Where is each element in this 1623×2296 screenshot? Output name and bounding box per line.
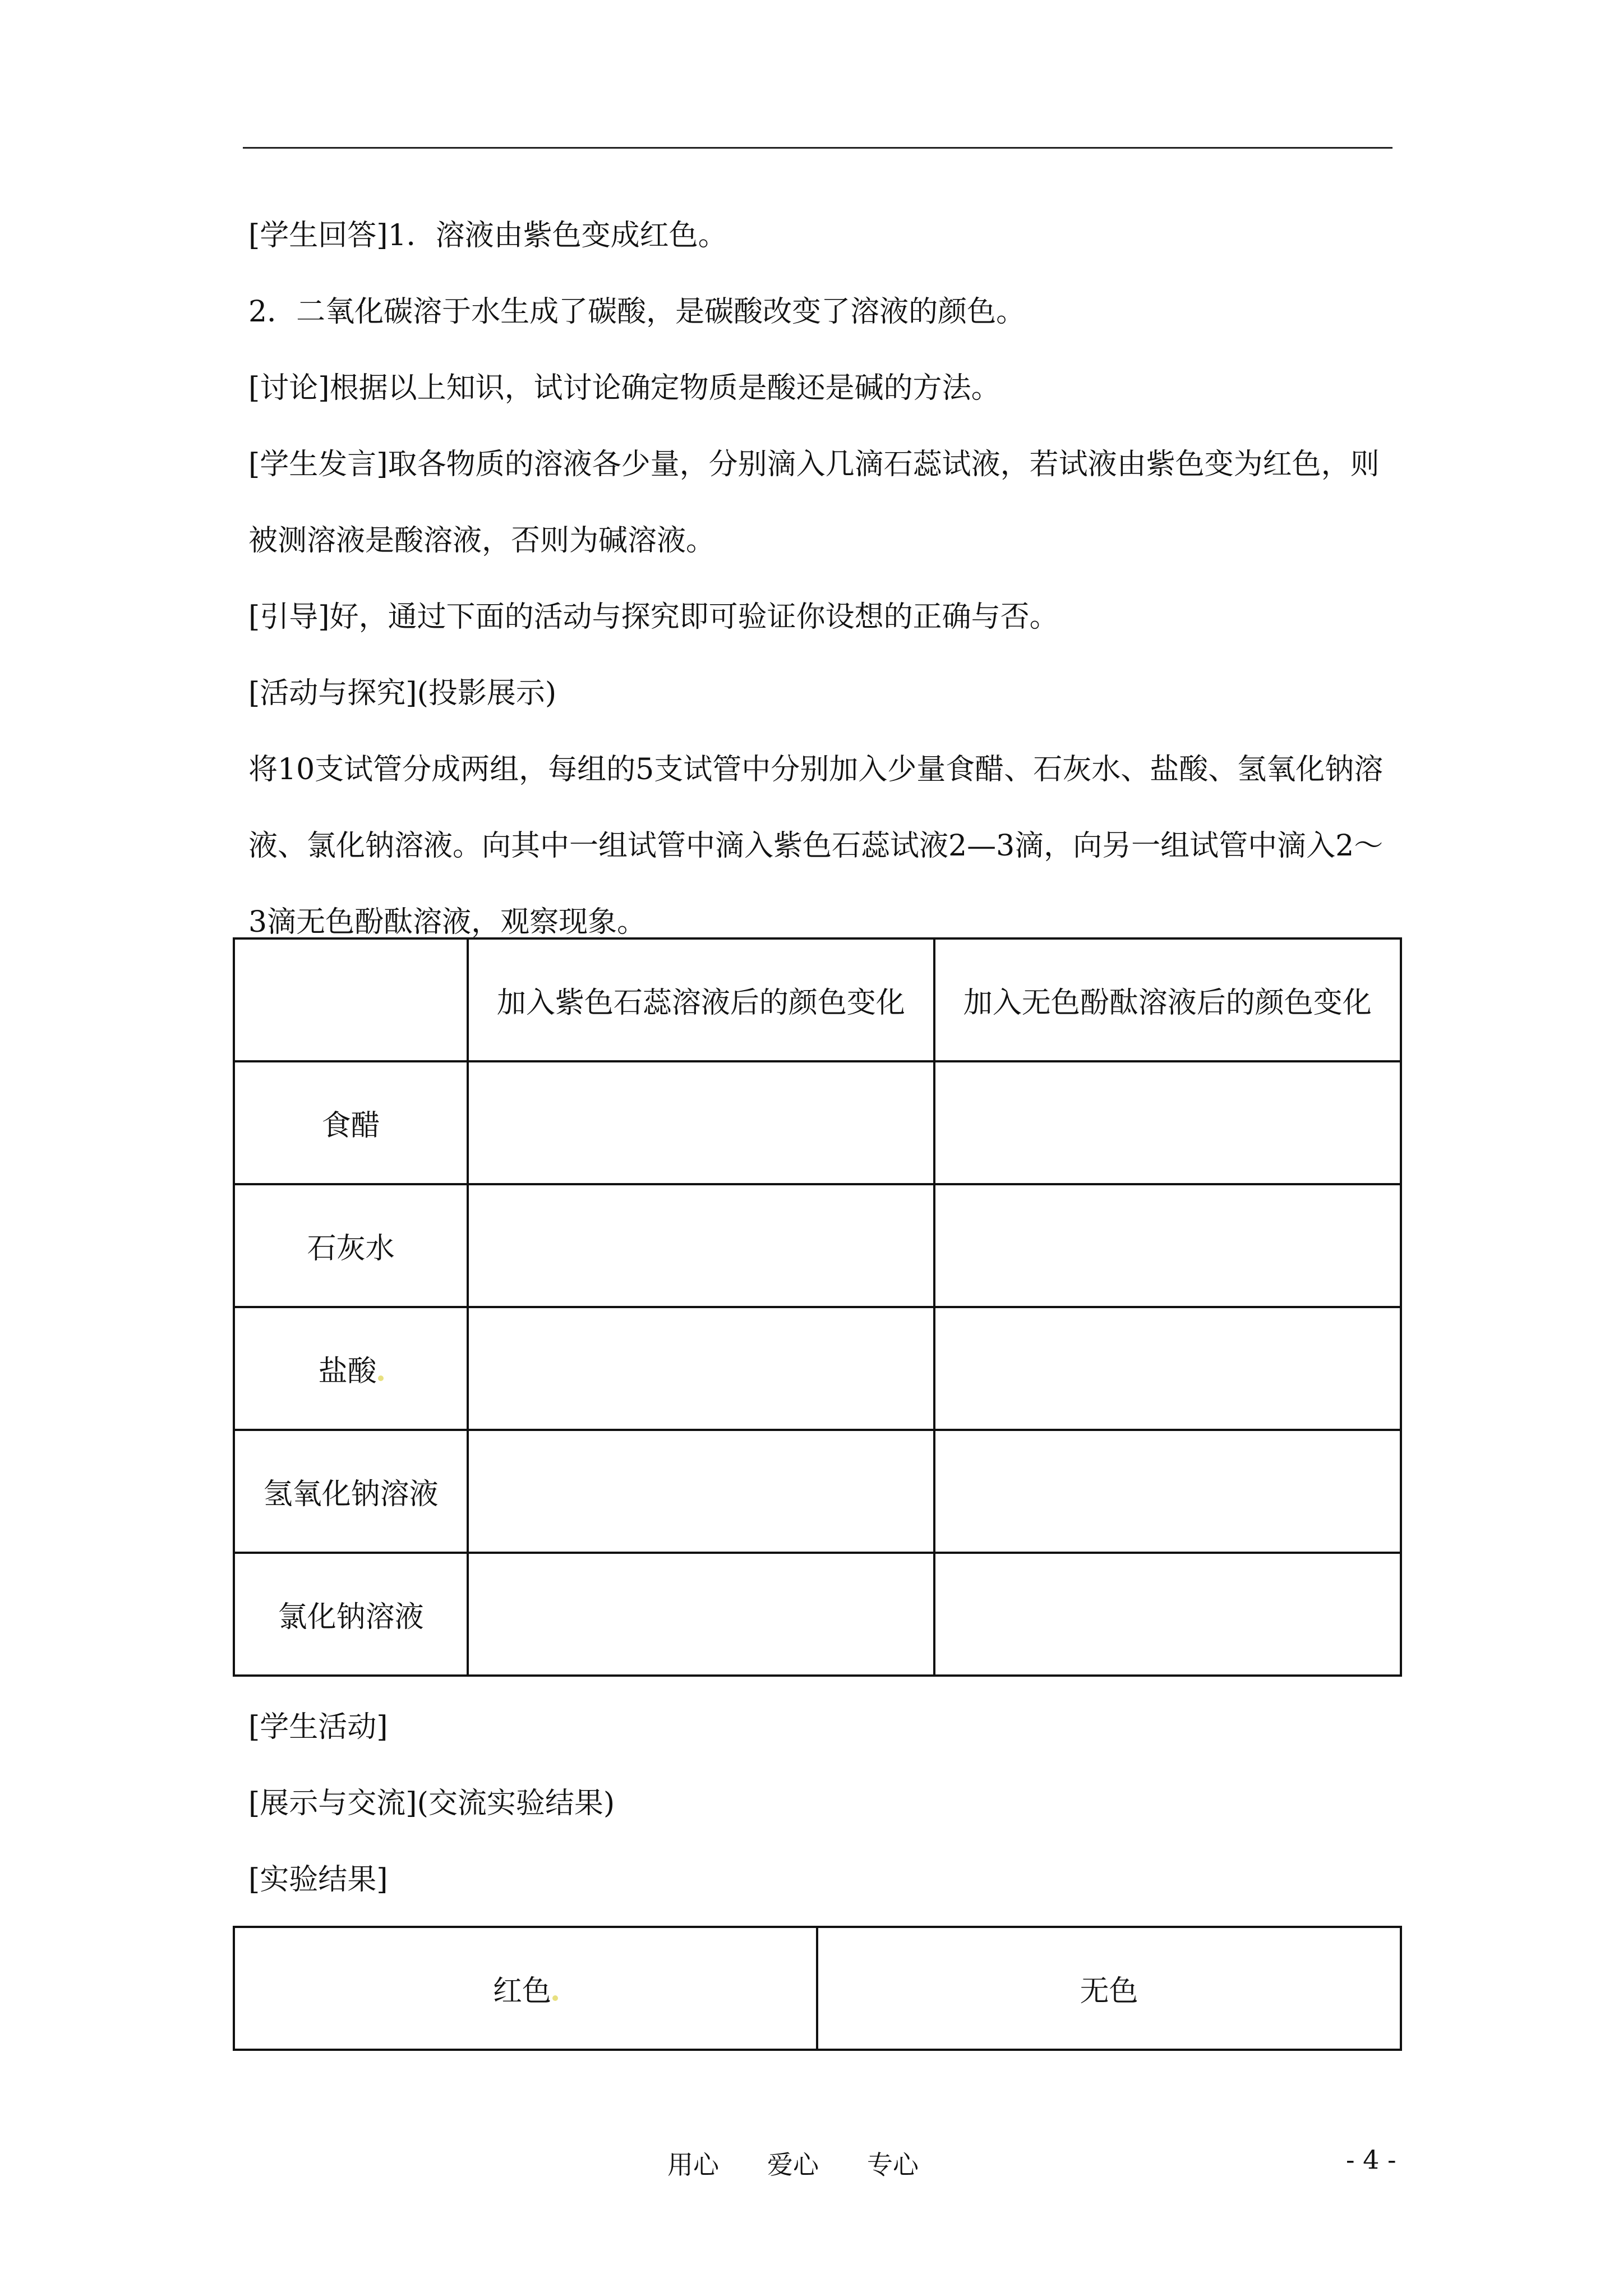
cell-empty (468, 1061, 934, 1184)
row-label-vinegar: 食醋 (234, 1061, 468, 1184)
footer-motto-3: 专心 (867, 2150, 919, 2180)
paragraph-student-activity: [学生活动] (248, 1710, 388, 1744)
cell-empty (468, 1553, 934, 1676)
paragraph-student-answer-2: 2．二氧化碳溶于水生成了碳酸，是碳酸改变了溶液的颜色。 (248, 295, 1026, 329)
table-row (234, 1927, 1401, 2050)
paragraph-experiment-results: [实验结果] (248, 1863, 388, 1897)
cell-empty (468, 1307, 934, 1430)
cell-empty (934, 1184, 1401, 1307)
table-header-row (234, 938, 1401, 1061)
cell-empty (934, 1553, 1401, 1676)
header-cell-empty (234, 938, 468, 1061)
table-row (234, 1553, 1401, 1676)
row-label-hydrochloric-acid: 盐酸 (234, 1307, 468, 1430)
highlight-dot (552, 1995, 558, 2001)
outcome-table (233, 1926, 1402, 2051)
table-row (234, 1307, 1401, 1430)
table-row (234, 1430, 1401, 1553)
row-label-sodium-chloride: 氯化钠溶液 (234, 1553, 468, 1676)
paragraph-activity-instructions: 将10支试管分成两组，每组的5支试管中分别加入少量食醋、石灰水、盐酸、氢氧化钠溶液、氯化钠溶液。向其中一组试管中滴入紫色石蕊试液2—3滴，向另一组试管中滴入2～3滴无色酚酞溶液，观察现象。 (248, 753, 1384, 939)
paragraph-discussion: [讨论]根据以上知识，试讨论确定物质是酸还是碱的方法。 (248, 371, 1000, 405)
header-cell-litmus: 加入紫色石蕊溶液后的颜色变化 (468, 938, 934, 1061)
paragraph-activity-heading: [活动与探究](投影展示) (248, 677, 557, 710)
cell-empty (934, 1061, 1401, 1184)
highlight-dot (378, 1375, 384, 1381)
outcome-cell-colorless: 无色 (817, 1927, 1401, 2050)
table-row (234, 1061, 1401, 1184)
page-number: - 4 - (1346, 2145, 1396, 2175)
row-label-sodium-hydroxide: 氢氧化钠溶液 (234, 1430, 468, 1553)
cell-empty (934, 1430, 1401, 1553)
paragraph-show-and-share: [展示与交流](交流实验结果) (248, 1787, 615, 1820)
cell-empty (468, 1184, 934, 1307)
header-rule (243, 147, 1393, 149)
cell-empty (934, 1307, 1401, 1430)
paragraph-student-answer-1: [学生回答]1．溶液由紫色变成红色。 (248, 219, 727, 252)
row-label-limewater: 石灰水 (234, 1184, 468, 1307)
cell-empty (468, 1430, 934, 1553)
footer-motto-1: 用心 (667, 2150, 719, 2180)
table-row (234, 1184, 1401, 1307)
footer-motto-2: 爱心 (767, 2150, 819, 2180)
paragraph-guidance: [引导]好，通过下面的活动与探究即可验证你设想的正确与否。 (248, 600, 1059, 634)
outcome-cell-red: 红色 (234, 1927, 817, 2050)
header-cell-phenolphthalein: 加入无色酚酞溶液后的颜色变化 (934, 938, 1401, 1061)
results-table (233, 937, 1402, 1677)
paragraph-student-speech: [学生发言]取各物质的溶液各少量，分别滴入几滴石蕊试液，若试液由紫色变为红色，则被测溶液是酸溶液，否则为碱溶液。 (248, 448, 1380, 558)
